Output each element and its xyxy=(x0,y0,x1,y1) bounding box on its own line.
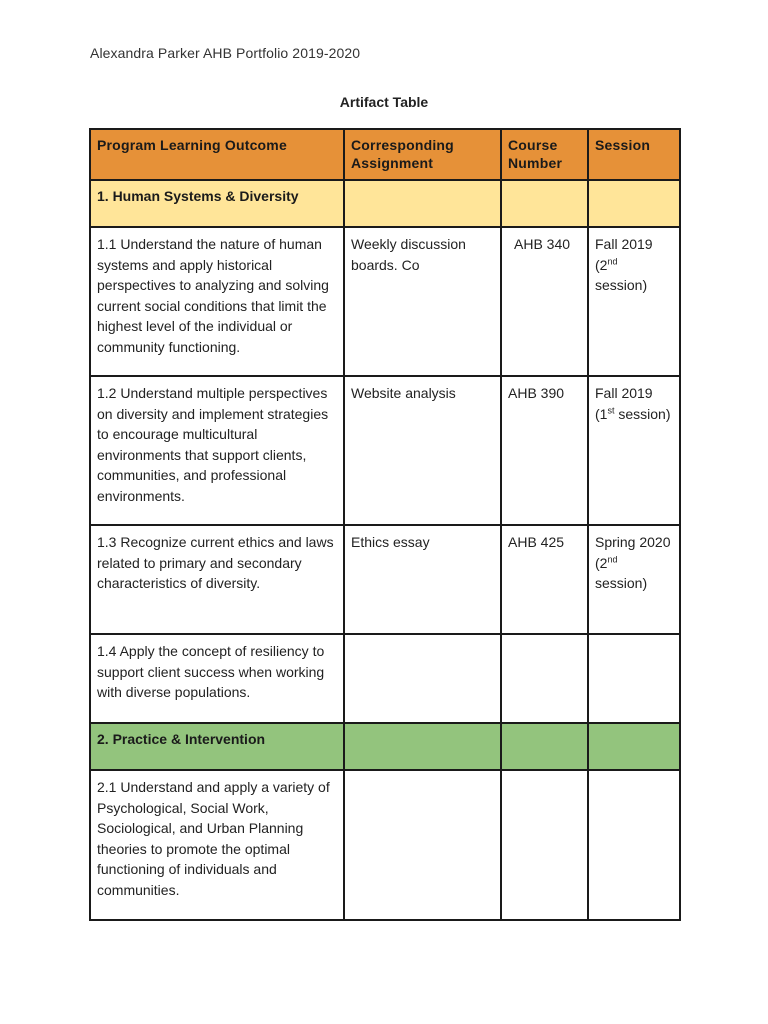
course-cell xyxy=(501,770,588,920)
session-text: session) xyxy=(595,575,648,591)
section-row-practice-intervention xyxy=(90,723,680,770)
session-text: session) xyxy=(614,405,671,422)
course-cell: AHB 390 xyxy=(501,376,588,525)
table-row xyxy=(90,634,680,723)
outcome-cell: 1.2 Understand multiple perspectives on diversity and implement strategies to encourage multicultural environments that support clients, communities, and professional environments. xyxy=(90,376,344,525)
session-cell xyxy=(588,376,680,525)
session-text: Spring 2020 (2 xyxy=(595,534,671,571)
course-cell xyxy=(501,634,588,723)
column-header-assignment: Corresponding Assignment xyxy=(344,129,501,180)
section-empty-cell xyxy=(588,180,680,227)
section-row-human-systems xyxy=(90,180,680,227)
session-ordinal: nd xyxy=(607,553,618,564)
session-text: session) xyxy=(595,277,648,293)
section-empty-cell xyxy=(344,180,501,227)
session-cell xyxy=(588,525,680,634)
section-empty-cell xyxy=(344,723,501,770)
assignment-cell xyxy=(344,770,501,920)
section-empty-cell xyxy=(588,723,680,770)
table-row xyxy=(90,770,680,920)
outcome-cell: 2.1 Understand and apply a variety of Psychological, Social Work, Sociological, and Urban Planning theories to promote the optimal functioning of individuals and communities. xyxy=(90,770,344,920)
column-header-session: Session xyxy=(588,129,680,180)
table-row xyxy=(90,525,680,634)
column-header-outcome: Program Learning Outcome xyxy=(90,129,344,180)
session-ordinal: st xyxy=(607,404,615,415)
session-ordinal: nd xyxy=(607,255,618,266)
section-empty-cell xyxy=(501,180,588,227)
course-cell: AHB 425 xyxy=(501,525,588,634)
session-cell xyxy=(588,634,680,723)
assignment-cell: Website analysis xyxy=(344,376,501,525)
column-header-course: Course Number xyxy=(501,129,588,180)
session-text: Fall 2019 (2 xyxy=(595,236,653,273)
outcome-cell: 1.1 Understand the nature of human systems and apply historical perspectives to analyzing and solving current social conditions that limit the highest level of the individual or community functioning. xyxy=(90,227,344,376)
session-cell xyxy=(588,770,680,920)
assignment-cell xyxy=(344,634,501,723)
document-header: Alexandra Parker AHB Portfolio 2019-2020 xyxy=(90,45,361,61)
course-cell: AHB 340 xyxy=(501,227,588,376)
outcome-cell: 1.3 Recognize current ethics and laws related to primary and secondary characteristics of diversity. xyxy=(90,525,344,634)
section-label: 2. Practice & Intervention xyxy=(90,723,344,770)
session-cell xyxy=(588,227,680,376)
table-row xyxy=(90,376,680,525)
artifact-table xyxy=(89,128,681,921)
page-title: Artifact Table xyxy=(339,94,429,110)
assignment-cell: Ethics essay xyxy=(344,525,501,634)
session-text: Fall 2019 (1 xyxy=(595,385,653,422)
section-empty-cell xyxy=(501,723,588,770)
table-row xyxy=(90,227,680,376)
outcome-cell: 1.4 Apply the concept of resiliency to support client success when working with diverse populations. xyxy=(90,634,344,723)
assignment-cell: Weekly discussion boards. Co xyxy=(344,227,501,376)
table-header-row xyxy=(90,129,680,180)
section-label: 1. Human Systems & Diversity xyxy=(90,180,344,227)
